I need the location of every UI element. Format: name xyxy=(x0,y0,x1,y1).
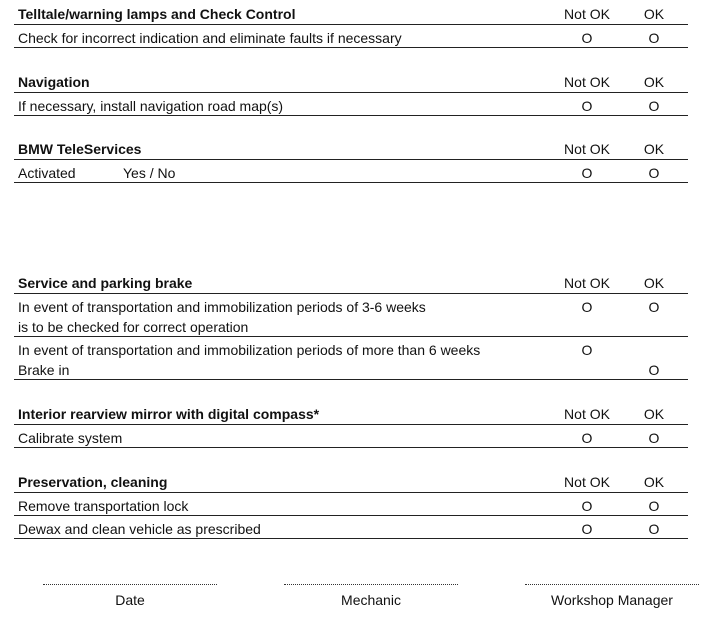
workshop-manager-label: Workshop Manager xyxy=(551,592,673,608)
checklist-row xyxy=(14,294,688,337)
section-title: Interior rearview mirror with digital compass* xyxy=(18,406,320,422)
ok-checkbox[interactable]: O xyxy=(648,165,660,181)
checklist-row xyxy=(14,425,688,448)
not-ok-header: Not OK xyxy=(564,141,610,157)
section-header xyxy=(14,135,688,160)
not-ok-checkbox[interactable]: O xyxy=(581,30,593,46)
row-label: In event of transportation and immobilization periods of 3-6 weeks xyxy=(18,299,426,315)
row-label: Calibrate system xyxy=(18,430,123,446)
ok-checkbox[interactable]: O xyxy=(648,498,660,514)
row-label: Remove transportation lock xyxy=(18,498,189,514)
ok-checkbox[interactable]: O xyxy=(648,521,660,537)
ok-checkbox[interactable]: O xyxy=(648,30,660,46)
not-ok-checkbox[interactable]: O xyxy=(581,98,593,114)
not-ok-header: Not OK xyxy=(564,6,610,22)
not-ok-checkbox[interactable]: O xyxy=(581,430,593,446)
ok-header: OK xyxy=(643,141,665,157)
yes-no-option[interactable]: Yes / No xyxy=(123,165,176,181)
ok-checkbox[interactable]: O xyxy=(648,299,660,315)
date-label: Date xyxy=(115,592,145,608)
checklist-row xyxy=(14,493,688,516)
mechanic-signature-line[interactable] xyxy=(284,584,458,585)
section-title: Telltale/warning lamps and Check Control xyxy=(18,6,296,22)
date-signature-line[interactable] xyxy=(43,584,217,585)
not-ok-checkbox[interactable]: O xyxy=(581,165,593,181)
ok-checkbox[interactable]: O xyxy=(648,362,660,378)
checklist-row xyxy=(14,93,688,116)
section-title: BMW TeleServices xyxy=(18,141,142,157)
not-ok-header: Not OK xyxy=(564,474,610,490)
checklist-row xyxy=(14,25,688,48)
not-ok-header: Not OK xyxy=(564,74,610,90)
row-label: Dewax and clean vehicle as prescribed xyxy=(18,521,261,537)
section-header xyxy=(14,68,688,93)
not-ok-header: Not OK xyxy=(564,406,610,422)
section-title: Preservation, cleaning xyxy=(18,474,168,490)
section-title: Service and parking brake xyxy=(18,275,193,291)
section-title: Navigation xyxy=(18,74,90,90)
mechanic-label: Mechanic xyxy=(341,592,401,608)
section-header xyxy=(14,269,688,294)
checklist-row xyxy=(14,516,688,539)
section-header xyxy=(14,400,688,425)
ok-header: OK xyxy=(643,275,665,291)
row-label: Check for incorrect indication and eliminate faults if necessary xyxy=(18,30,402,46)
row-label: Activated xyxy=(18,165,76,181)
ok-header: OK xyxy=(643,406,665,422)
checklist-row xyxy=(14,337,688,380)
not-ok-checkbox[interactable]: O xyxy=(581,342,593,358)
checklist-row xyxy=(14,160,688,183)
not-ok-checkbox[interactable]: O xyxy=(581,299,593,315)
not-ok-checkbox[interactable]: O xyxy=(581,521,593,537)
not-ok-checkbox[interactable]: O xyxy=(581,498,593,514)
ok-header: OK xyxy=(643,74,665,90)
ok-header: OK xyxy=(643,474,665,490)
ok-header: OK xyxy=(643,6,665,22)
row-label: In event of transportation and immobilization periods of more than 6 weeks xyxy=(18,342,481,358)
not-ok-header: Not OK xyxy=(564,275,610,291)
row-label: If necessary, install navigation road map(s) xyxy=(18,98,284,114)
section-header xyxy=(14,0,688,25)
row-label-line2: Brake in xyxy=(18,362,70,378)
manager-signature-line[interactable] xyxy=(525,584,699,585)
ok-checkbox[interactable]: O xyxy=(648,98,660,114)
ok-checkbox[interactable]: O xyxy=(648,430,660,446)
section-header xyxy=(14,468,688,493)
row-label-line2: is to be checked for correct operation xyxy=(18,319,249,335)
